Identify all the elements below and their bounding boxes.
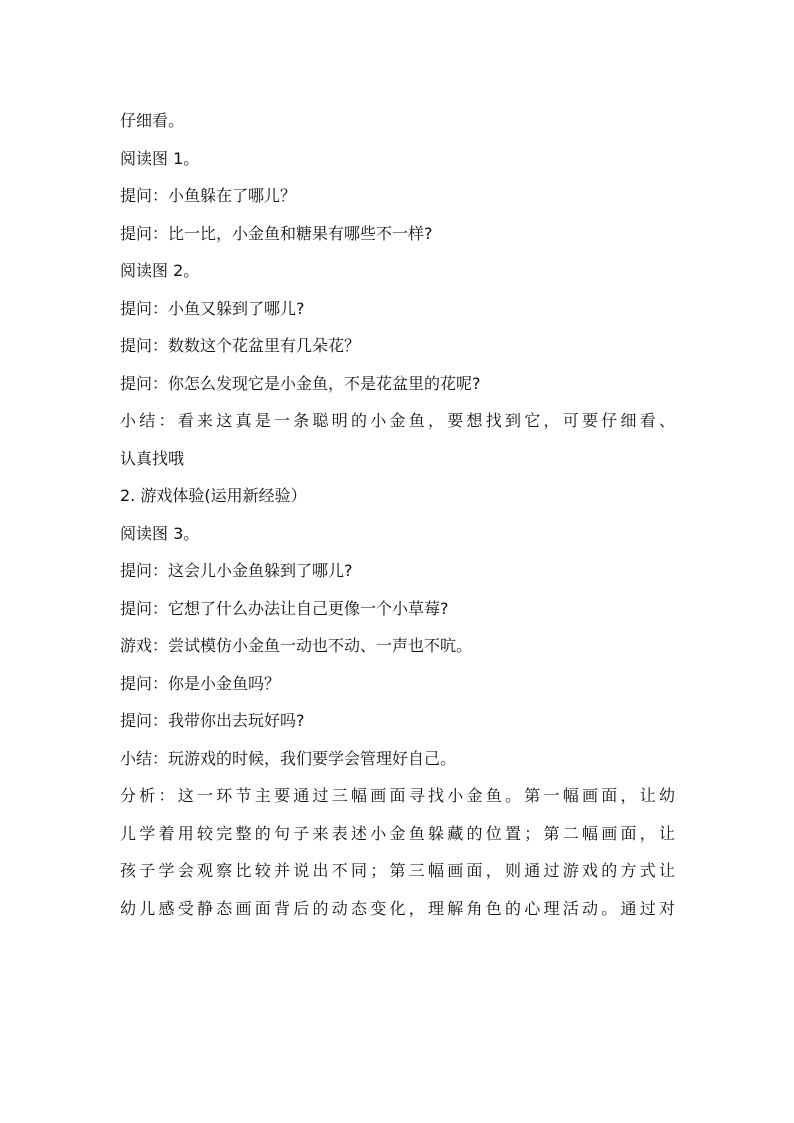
text-line: 提问：这会儿小金鱼躲到了哪儿? [120,561,353,580]
text-line: 阅读图 1。 [120,148,200,168]
text-line: 提问：小鱼又躲到了哪儿? [120,298,305,318]
text-line: 小结：玩游戏的时候，我们要学会管理好自己。 [120,748,457,768]
text-line: 阅读图 3。 [120,523,200,543]
text-line: 游戏：尝试模仿小金鱼一动也不动、一声也不吭。 [120,636,473,655]
text-line: 幼儿感受静态画面背后的动态变化，理解角色的心理活动。通过对 [120,898,675,918]
text-line: 孩子学会观察比较并说出不同；第三幅画面，则通过游戏的方式让 [120,861,675,880]
text-line: 仔细看。 [120,111,185,130]
text-line: 小结：看来这真是一条聪明的小金鱼，要想找到它，可要仔细看、 [120,411,675,430]
text-line: 分析：这一环节主要通过三幅画面寻找小金鱼。第一幅画面，让幼 [120,786,675,805]
document-body [120,102,675,927]
text-line: 提问：小鱼躲在了哪儿？ [120,186,297,205]
section-heading: 2. 游戏体验(运用新经验） [120,486,307,505]
text-line: 提问：你是小金鱼吗？ [120,673,281,693]
text-line: 儿学着用较完整的句子来表述小金鱼躲藏的位置；第二幅画面，让 [120,823,675,843]
text-line: 阅读图 2。 [120,261,200,280]
text-line: 提问：数数这个花盆里有几朵花？ [120,336,361,355]
text-line: 提问：你怎么发现它是小金鱼，不是花盆里的花呢? [120,373,481,393]
text-line: 认真找哦 [120,448,185,468]
text-line: 提问：我带你出去玩好吗? [120,711,305,730]
text-line: 提问：它想了什么办法让自己更像一个小草莓? [120,598,449,618]
text-line: 提问：比一比，小金鱼和糖果有哪些不一样? [120,223,433,243]
